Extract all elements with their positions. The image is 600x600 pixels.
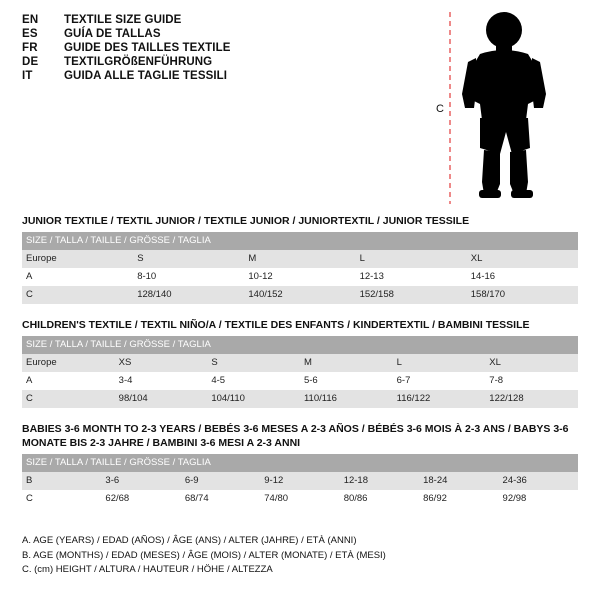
language-row [22, 14, 442, 26]
table-row [22, 286, 578, 304]
language-title: GUÍA DE TALLAS [64, 28, 161, 40]
language-row [22, 42, 442, 54]
table-header-row [22, 336, 578, 354]
language-code: ES [22, 28, 38, 40]
cell: 9-12 [260, 472, 339, 490]
cell: XL [467, 250, 578, 268]
cell: 10-12 [244, 268, 355, 286]
babies-size-table [22, 454, 578, 508]
section-title: CHILDREN'S TEXTILE / TEXTIL NIÑO/A / TEXTILE DES ENFANTS / KINDERTEXTIL / BAMBINI TESSILE [22, 319, 530, 331]
cell: 140/152 [244, 286, 355, 304]
language-row [22, 28, 442, 40]
section-babies-textile [22, 422, 578, 508]
cell: M [300, 354, 393, 372]
language-title: TEXTILGRÖßENFÜHRUNG [64, 56, 213, 68]
legend-line-c: C. (cm) HEIGHT / ALTURA / HAUTEUR / HÖHE / ALTEZZA [22, 564, 273, 576]
cell: S [133, 250, 244, 268]
cell: XS [115, 354, 208, 372]
cell: 18-24 [419, 472, 498, 490]
cell: 86/92 [419, 490, 498, 508]
cell: M [244, 250, 355, 268]
table-row [22, 354, 578, 372]
table-header-row [22, 232, 578, 250]
cell: 68/74 [181, 490, 260, 508]
row-label: C [22, 390, 115, 408]
silhouette-svg [432, 8, 592, 208]
row-label: A [22, 268, 133, 286]
table-header-label: SIZE / TALLA / TAILLE / GRÖSSE / TAGLIA [22, 454, 578, 472]
section-title: BABIES 3-6 MONTH TO 2-3 YEARS / BEBÉS 3-6 MESES A 2-3 AÑOS / BÉBÉS 3-6 MOIS À 2-3 ANS / BABYS 3-6 MONATE BIS 2-3 JAHRE / BAMBINI 3-6 MESI A 2-3 ANNI [22, 423, 569, 450]
cell: 6-7 [393, 372, 486, 390]
table-row [22, 372, 578, 390]
cell: 92/98 [499, 490, 578, 508]
cell: 98/104 [115, 390, 208, 408]
table-row [22, 268, 578, 286]
table-header-label: SIZE / TALLA / TAILLE / GRÖSSE / TAGLIA [22, 336, 578, 354]
table-header-row [22, 454, 578, 472]
cell: 12-18 [340, 472, 419, 490]
row-label: Europe [22, 354, 115, 372]
language-row [22, 56, 442, 68]
cell: 80/86 [340, 490, 419, 508]
table-row [22, 472, 578, 490]
cell: XL [485, 354, 578, 372]
cell: 8-10 [133, 268, 244, 286]
children-size-table [22, 336, 578, 408]
table-row [22, 490, 578, 508]
cell: 158/170 [467, 286, 578, 304]
table-row [22, 250, 578, 268]
cell: 62/68 [101, 490, 180, 508]
legend-line-b: B. AGE (MONTHS) / EDAD (MESES) / ÂGE (MOIS) / ALTER (MONATE) / ETÀ (MESI) [22, 549, 386, 561]
section-junior-textile [22, 214, 578, 304]
language-code: IT [22, 70, 33, 82]
legend-block [22, 534, 582, 578]
cell: 104/110 [207, 390, 300, 408]
section-children-textile [22, 318, 578, 408]
language-code: EN [22, 14, 39, 26]
cell: 3-6 [101, 472, 180, 490]
cell: 110/116 [300, 390, 393, 408]
measure-label-c: C [436, 103, 444, 115]
cell: 116/122 [393, 390, 486, 408]
section-title: JUNIOR TEXTILE / TEXTIL JUNIOR / TEXTILE JUNIOR / JUNIORTEXTIL / JUNIOR TESSILE [22, 215, 470, 227]
row-label: B [22, 472, 101, 490]
cell: 152/158 [356, 286, 467, 304]
language-title: GUIDA ALLE TAGLIE TESSILI [64, 70, 228, 82]
cell: 128/140 [133, 286, 244, 304]
cell: 24-36 [499, 472, 578, 490]
table-row [22, 390, 578, 408]
cell: L [393, 354, 486, 372]
row-label: A [22, 372, 115, 390]
language-title: GUIDE DES TAILLES TEXTILE [64, 42, 231, 54]
cell: 4-5 [207, 372, 300, 390]
table-header-label: SIZE / TALLA / TAILLE / GRÖSSE / TAGLIA [22, 232, 578, 250]
child-silhouette-figure [432, 8, 592, 208]
junior-size-table [22, 232, 578, 304]
cell: L [356, 250, 467, 268]
cell: 7-8 [485, 372, 578, 390]
cell: S [207, 354, 300, 372]
cell: 3-4 [115, 372, 208, 390]
language-code: FR [22, 42, 38, 54]
cell: 14-16 [467, 268, 578, 286]
cell: 74/80 [260, 490, 339, 508]
language-row [22, 70, 442, 82]
child-body-shape [462, 12, 546, 198]
language-code: DE [22, 56, 39, 68]
cell: 122/128 [485, 390, 578, 408]
cell: 12-13 [356, 268, 467, 286]
language-title: TEXTILE SIZE GUIDE [64, 14, 182, 26]
row-label: Europe [22, 250, 133, 268]
legend-line-a: A. AGE (YEARS) / EDAD (AÑOS) / ÂGE (ANS) / ALTER (JAHRE) / ETÀ (ANNI) [22, 535, 357, 546]
cell: 5-6 [300, 372, 393, 390]
row-label: C [22, 286, 133, 304]
cell: 6-9 [181, 472, 260, 490]
row-label: C [22, 490, 101, 508]
language-title-block [22, 14, 442, 84]
